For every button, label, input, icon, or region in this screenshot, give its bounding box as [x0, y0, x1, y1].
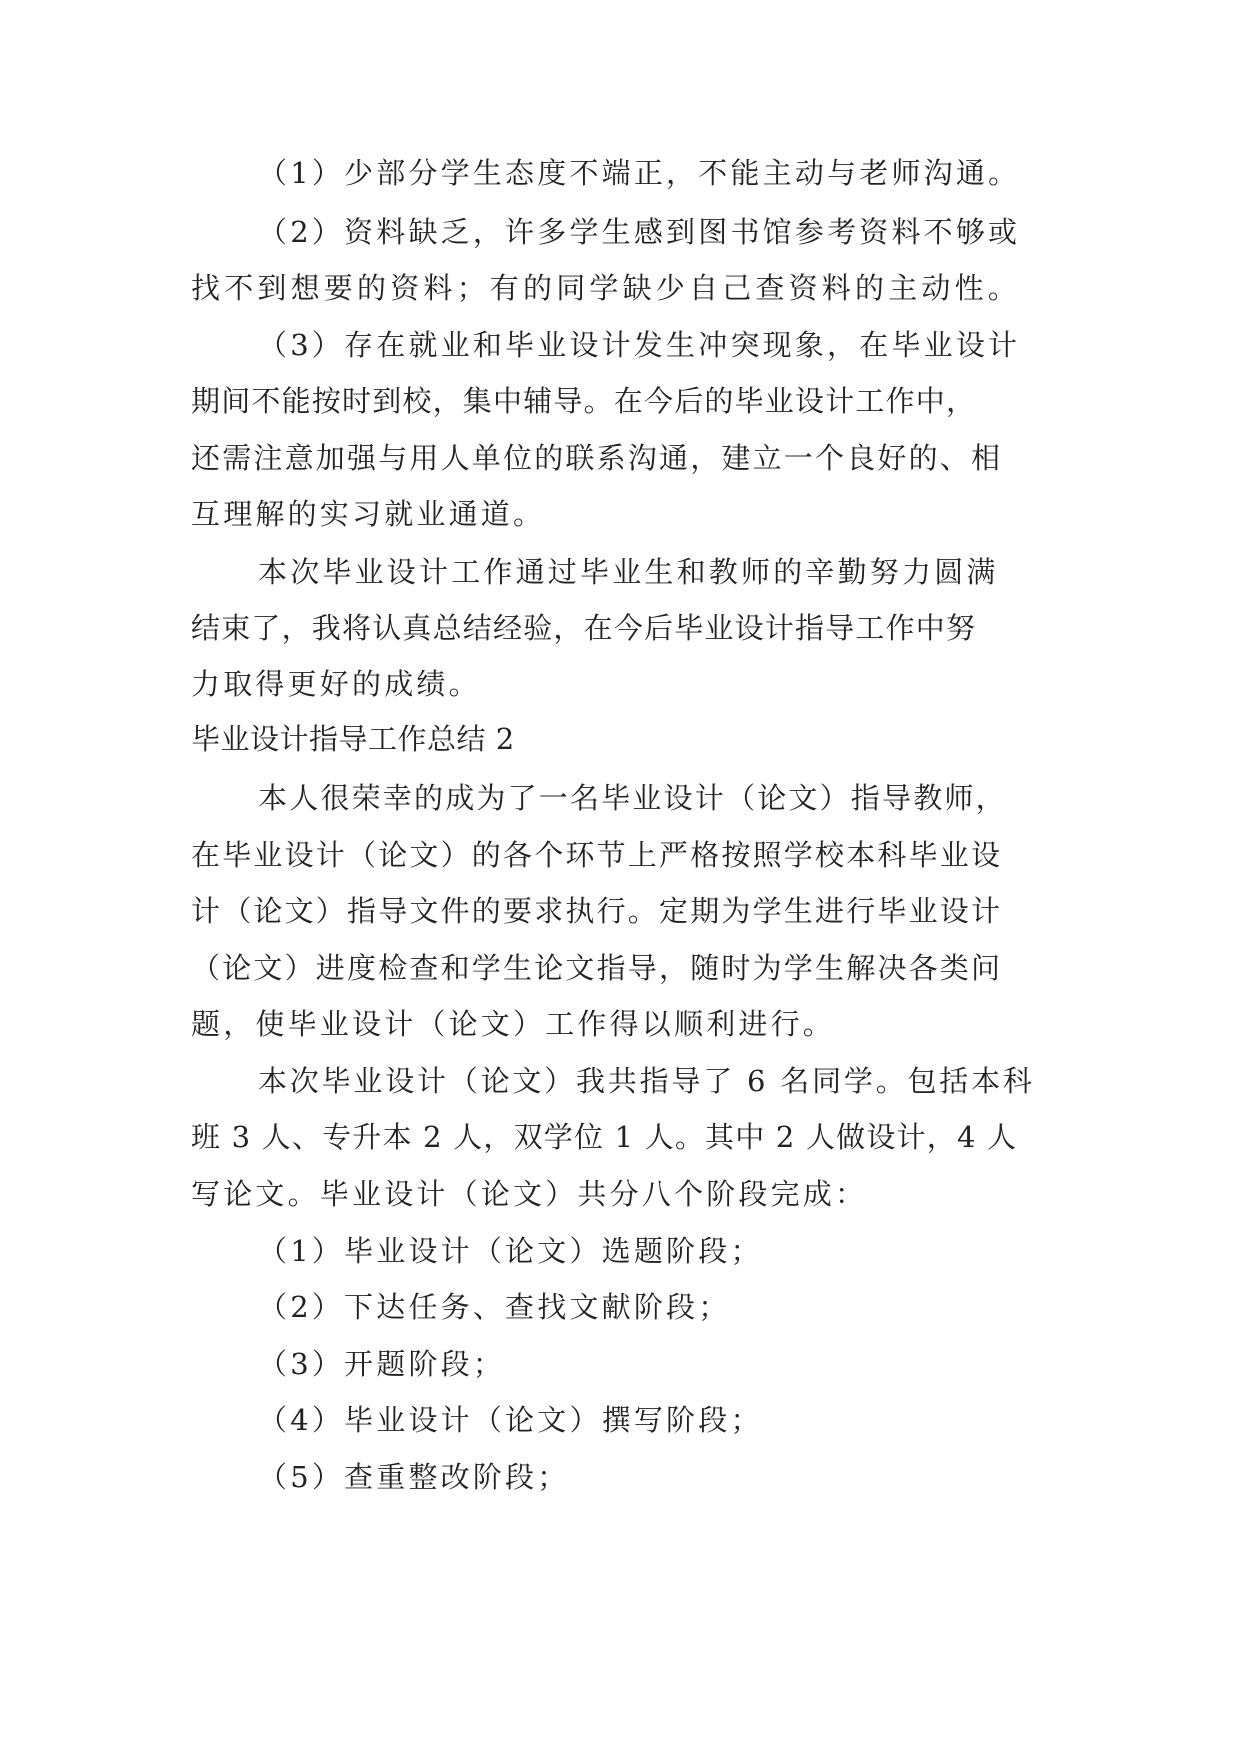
- text-line: 还需注意加强与用人单位的联系沟通，建立一个良好的、相: [191, 441, 1003, 475]
- text-line: 找不到想要的资料；有的同学缺少自己查资料的主动性。: [191, 271, 1022, 305]
- text-line: 本次毕业设计工作通过毕业生和教师的辛勤努力圆满: [258, 555, 999, 589]
- text-line: 结束了，我将认真总结经验，在今后毕业设计指导工作中努: [191, 611, 977, 645]
- text-line: （论文）进度检查和学生论文指导，随时为学生解决各类问: [191, 951, 1003, 985]
- text-line: （2）资料缺乏，许多学生感到图书馆参考资料不够或: [258, 215, 1021, 249]
- list-item: （4）毕业设计（论文）撰写阶段；: [258, 1403, 763, 1437]
- text-line: 题，使毕业设计（论文）工作得以顺利进行。: [191, 1007, 836, 1041]
- text-line: （3）存在就业和毕业设计发生冲突现象，在毕业设计: [258, 328, 1021, 362]
- section-heading: 毕业设计指导工作总结 2: [191, 722, 515, 756]
- text-line: 本人很荣幸的成为了一名毕业设计（论文）指导教师，: [258, 781, 1007, 815]
- list-item: （2）下达任务、查找文献阶段；: [258, 1290, 731, 1324]
- text-line: 互理解的实习就业通道。: [191, 497, 546, 531]
- text-line: 期间不能按时到校，集中辅导。在今后的毕业设计工作中，: [191, 384, 977, 418]
- text-line: 在毕业设计（论文）的各个环节上严格按照学校本科毕业设: [191, 838, 1003, 872]
- text-line: （1）少部分学生态度不端正，不能主动与老师沟通。: [258, 156, 1021, 190]
- list-item: （3）开题阶段；: [258, 1347, 506, 1381]
- text-line: 班 3 人、专升本 2 人，双学位 1 人。其中 2 人做设计，4 人: [191, 1120, 1018, 1154]
- list-item: （5）查重整改阶段；: [258, 1460, 570, 1494]
- text-line: 写论文。毕业设计（论文）共分八个阶段完成：: [191, 1177, 868, 1211]
- text-line: 力取得更好的成绩。: [191, 667, 481, 701]
- text-line: 计（论文）指导文件的要求执行。定期为学生进行毕业设计: [191, 894, 1003, 928]
- text-line: 本次毕业设计（论文）我共指导了 6 名同学。包括本科: [258, 1064, 1035, 1098]
- list-item: （1）毕业设计（论文）选题阶段；: [258, 1234, 763, 1268]
